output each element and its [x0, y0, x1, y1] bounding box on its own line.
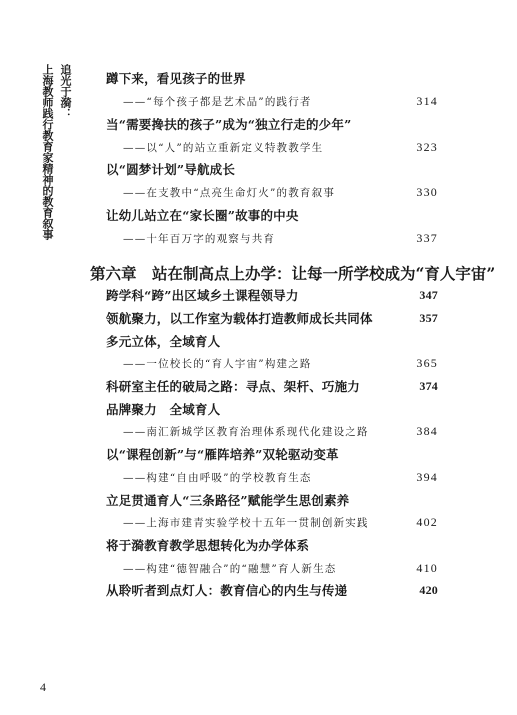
toc-entry-subtitle-text: ——构建“自由呼吸”的学校教育生态 [123, 471, 312, 484]
toc-entry-subtitle[interactable] [123, 182, 438, 202]
toc-entry-subtitle[interactable] [123, 558, 438, 578]
toc-entry[interactable] [106, 114, 438, 134]
toc-entry-subtitle-text: ——上海市建青实验学校十五年一贯制创新实践 [123, 516, 369, 529]
running-title-line2: 上海教师践行教育家精神的教育叙事 [41, 64, 54, 240]
toc-entry-subtitle-text: ——南汇新城学区教育治理体系现代化建设之路 [123, 425, 369, 438]
toc-entry[interactable] [106, 308, 438, 328]
toc-entry-subtitle-text: ——在支教中“点亮生命灯火”的教育叙事 [123, 186, 336, 199]
toc-entry-subtitle[interactable] [123, 353, 438, 373]
toc-page-number: 394 [416, 469, 438, 484]
toc-entry-subtitle[interactable] [123, 91, 438, 111]
toc-page-number: 330 [416, 184, 438, 199]
toc-page-number: 384 [416, 423, 438, 438]
toc-entry[interactable] [106, 535, 438, 555]
toc-entry-subtitle-text: ——构建“德智融合”的“融慧”育人新生态 [123, 562, 337, 575]
toc-entry-title: 品牌聚力 全域育人 [106, 402, 221, 417]
toc-page-number: 314 [416, 93, 438, 108]
chapter-heading[interactable]: 第六章 站在制高点上办学：让每一所学校成为“育人宇宙” [90, 264, 496, 283]
toc-page-number: 347 [419, 287, 438, 302]
toc-page-number: 337 [416, 230, 438, 245]
toc-entry-title: 当“需要搀扶的孩子”成为“独立行走的少年” [106, 117, 352, 132]
toc-entry[interactable] [106, 331, 438, 351]
toc-page-number: 420 [419, 582, 438, 597]
toc-entry-title: 多元立体，全域育人 [106, 334, 221, 349]
toc-entry-title: 以“课程创新”与“雁阵培养”双轮驱动变革 [106, 447, 339, 462]
toc-page-number: 357 [419, 310, 438, 325]
toc-entry[interactable] [106, 68, 438, 88]
toc-entry[interactable] [106, 490, 438, 510]
toc-entry-subtitle[interactable] [123, 228, 438, 248]
toc-entry-subtitle[interactable] [123, 467, 438, 487]
toc-entry-title: 从聆听者到点灯人：教育信心的内生与传递 [106, 583, 348, 598]
toc-entry-title: 蹲下来，看见孩子的世界 [106, 71, 246, 86]
toc-page-number: 410 [416, 560, 438, 575]
toc-entry-subtitle[interactable] [123, 512, 438, 532]
toc-entry-title: 领航聚力，以工作室为载体打造教师成长共同体 [106, 311, 373, 326]
toc-entry-title: 科研室主任的破局之路：寻点、架杆、巧施力 [106, 379, 361, 394]
toc-entry[interactable] [106, 444, 438, 464]
page-number: 4 [40, 680, 46, 694]
toc-entry[interactable] [106, 376, 438, 396]
toc-entry-subtitle[interactable] [123, 421, 438, 441]
toc-entry-subtitle[interactable] [123, 137, 438, 157]
toc-entry[interactable] [106, 399, 438, 419]
toc-page-number: 402 [416, 514, 438, 529]
toc-entry[interactable] [106, 159, 438, 179]
toc-page-number: 374 [419, 378, 438, 393]
toc-page-number: 323 [416, 139, 438, 154]
toc-entry[interactable] [106, 285, 438, 305]
toc-entry-title: 将于漪教育教学思想转化为办学体系 [106, 538, 310, 553]
toc-entry[interactable] [106, 580, 438, 600]
toc-page-number: 365 [416, 355, 438, 370]
toc-entry-title: 立足贯通育人“三条路径”赋能学生思创素养 [106, 493, 350, 508]
toc-entry-subtitle-text: ——“每个孩子都是艺术品”的践行者 [123, 95, 312, 108]
toc-entry-title: 让幼儿站立在“家长圈”故事的中央 [106, 208, 299, 223]
toc-entry-subtitle-text: ——一位校长的“育人宇宙”构建之路 [123, 357, 312, 370]
toc-entry-title: 以“圆梦计划”导航成长 [106, 162, 236, 177]
toc-entry-title: 跨学科“跨”出区域乡土课程领导力 [106, 288, 299, 303]
toc-entry-subtitle-text: ——以“人”的站立重新定义特教教学生 [123, 141, 324, 154]
running-title-line1: 追光于漪： [59, 64, 72, 119]
toc-entry[interactable] [106, 205, 438, 225]
toc-entry-subtitle-text: ——十年百万字的观察与共育 [123, 232, 276, 245]
